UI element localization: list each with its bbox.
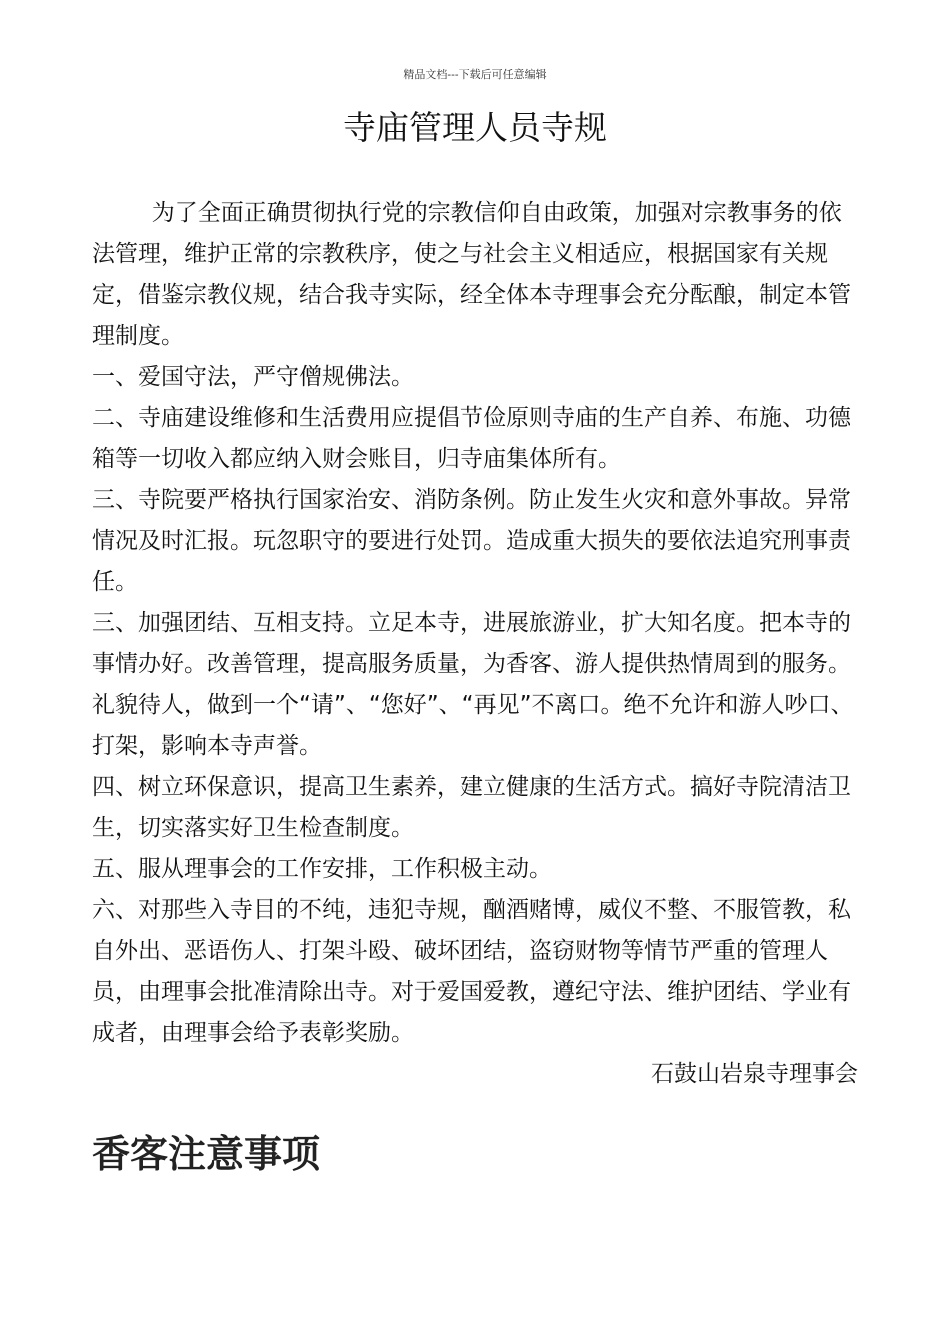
- signature: 石鼓山岩泉寺理事会: [651, 1061, 858, 1087]
- rule-item: 三、寺院要严格执行国家治安、消防条例。防止发生火灾和意外事故。异常情况及时汇报。玩忽职守的要进行处罚。造成重大损失的要依法追究刑事责任。: [92, 487, 851, 595]
- document-body: [92, 193, 860, 1054]
- rule-item: 五、服从理事会的工作安排，工作积极主动。: [92, 856, 552, 882]
- rule-item: 三、加强团结、互相支持。立足本寺，进展旅游业，扩大知名度。把本寺的事情办好。改善管理，提高服务质量，为香客、游人提供热情周到的服务。礼貌待人，做到一个“请”、“您好”、“再见”不离口。绝不允许和游人吵口、打架，影响本寺声誉。: [92, 610, 854, 759]
- rule-item: 一、爱国守法，严守僧规佛法。: [92, 364, 414, 390]
- intro-paragraph: 为了全面正确贯彻执行党的宗教信仰自由政策，加强对宗教事务的依法管理，维护正常的宗教秩序，使之与社会主义相适应，根据国家有关规定，借鉴宗教仪规，结合我寺实际，经全体本寺理事会充分酝酿，制定本管理制度。: [92, 200, 851, 349]
- document-title: 寺庙管理人员寺规: [343, 108, 607, 147]
- header-note: 精品文档---下载后可任意编辑: [403, 68, 547, 81]
- rule-item: 六、对那些入寺目的不纯，违犯寺规，酗酒赌博，威仪不整、不服管教，私自外出、恶语伤人、打架斗殴、破坏团结，盗窃财物等情节严重的管理人员，由理事会批准清除出寺。对于爱国爱教，遵纪守法、维护团结、学业有成者，由理事会给予表彰奖励。: [92, 897, 851, 1046]
- section-heading: 香客注意事项: [92, 1132, 321, 1176]
- rule-item: 二、寺庙建设维修和生活费用应提倡节俭原则寺庙的生产自养、布施、功德箱等一切收入都应纳入财会账目，归寺庙集体所有。: [92, 405, 851, 472]
- rule-item: 四、树立环保意识，提高卫生素养，建立健康的生活方式。搞好寺院清洁卫生，切实落实好卫生检查制度。: [92, 774, 851, 841]
